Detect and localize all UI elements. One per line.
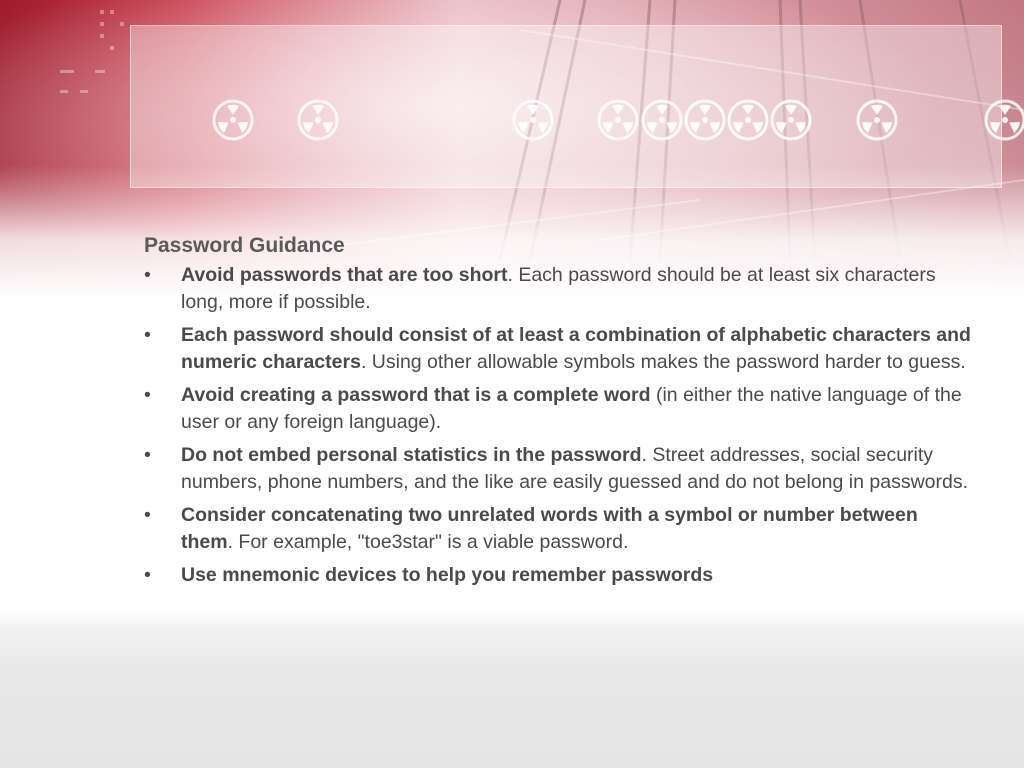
list-item-bold: Each password should consist of at least a combination of alphabetic characters and numeric characters [181,324,971,373]
bullet-marker: • [144,324,151,346]
guidance-list [144,262,974,589]
list-item-text: . Street addresses, social security numbers, phone numbers, and the like are easily guessed and do not belong in passwords. [181,444,968,493]
list-item [144,562,974,589]
list-item-bold: Use mnemonic devices to help you remember passwords [181,564,714,586]
list-item-text: . Each password should be at least six characters long, more if possible. [181,264,936,313]
list-item-bold: Consider concatenating two unrelated words with a symbol or number between them [181,504,918,553]
list-item [144,442,974,496]
footer-band [0,610,1024,768]
list-item-text: . Using other allowable symbols makes the password harder to guess. [360,351,966,373]
list-item [144,262,974,316]
slide-content [144,232,974,595]
bullet-marker: • [144,384,151,406]
bullet-marker: • [144,564,151,586]
list-item [144,322,974,376]
bullet-marker: • [144,264,151,286]
list-item-bold: Avoid passwords that are too short [181,264,508,286]
slide-heading: Password Guidance [144,234,345,257]
bullet-marker: • [144,444,151,466]
list-item-text: . For example, "toe3star" is a viable password. [227,531,629,553]
list-item [144,382,974,436]
list-item-text: (in either the native language of the user or any foreign language). [181,384,962,433]
list-item-bold: Do not embed personal statistics in the password [181,444,642,466]
list-item-bold: Avoid creating a password that is a complete word [181,384,651,406]
bullet-marker: • [144,504,151,526]
list-item [144,502,974,556]
